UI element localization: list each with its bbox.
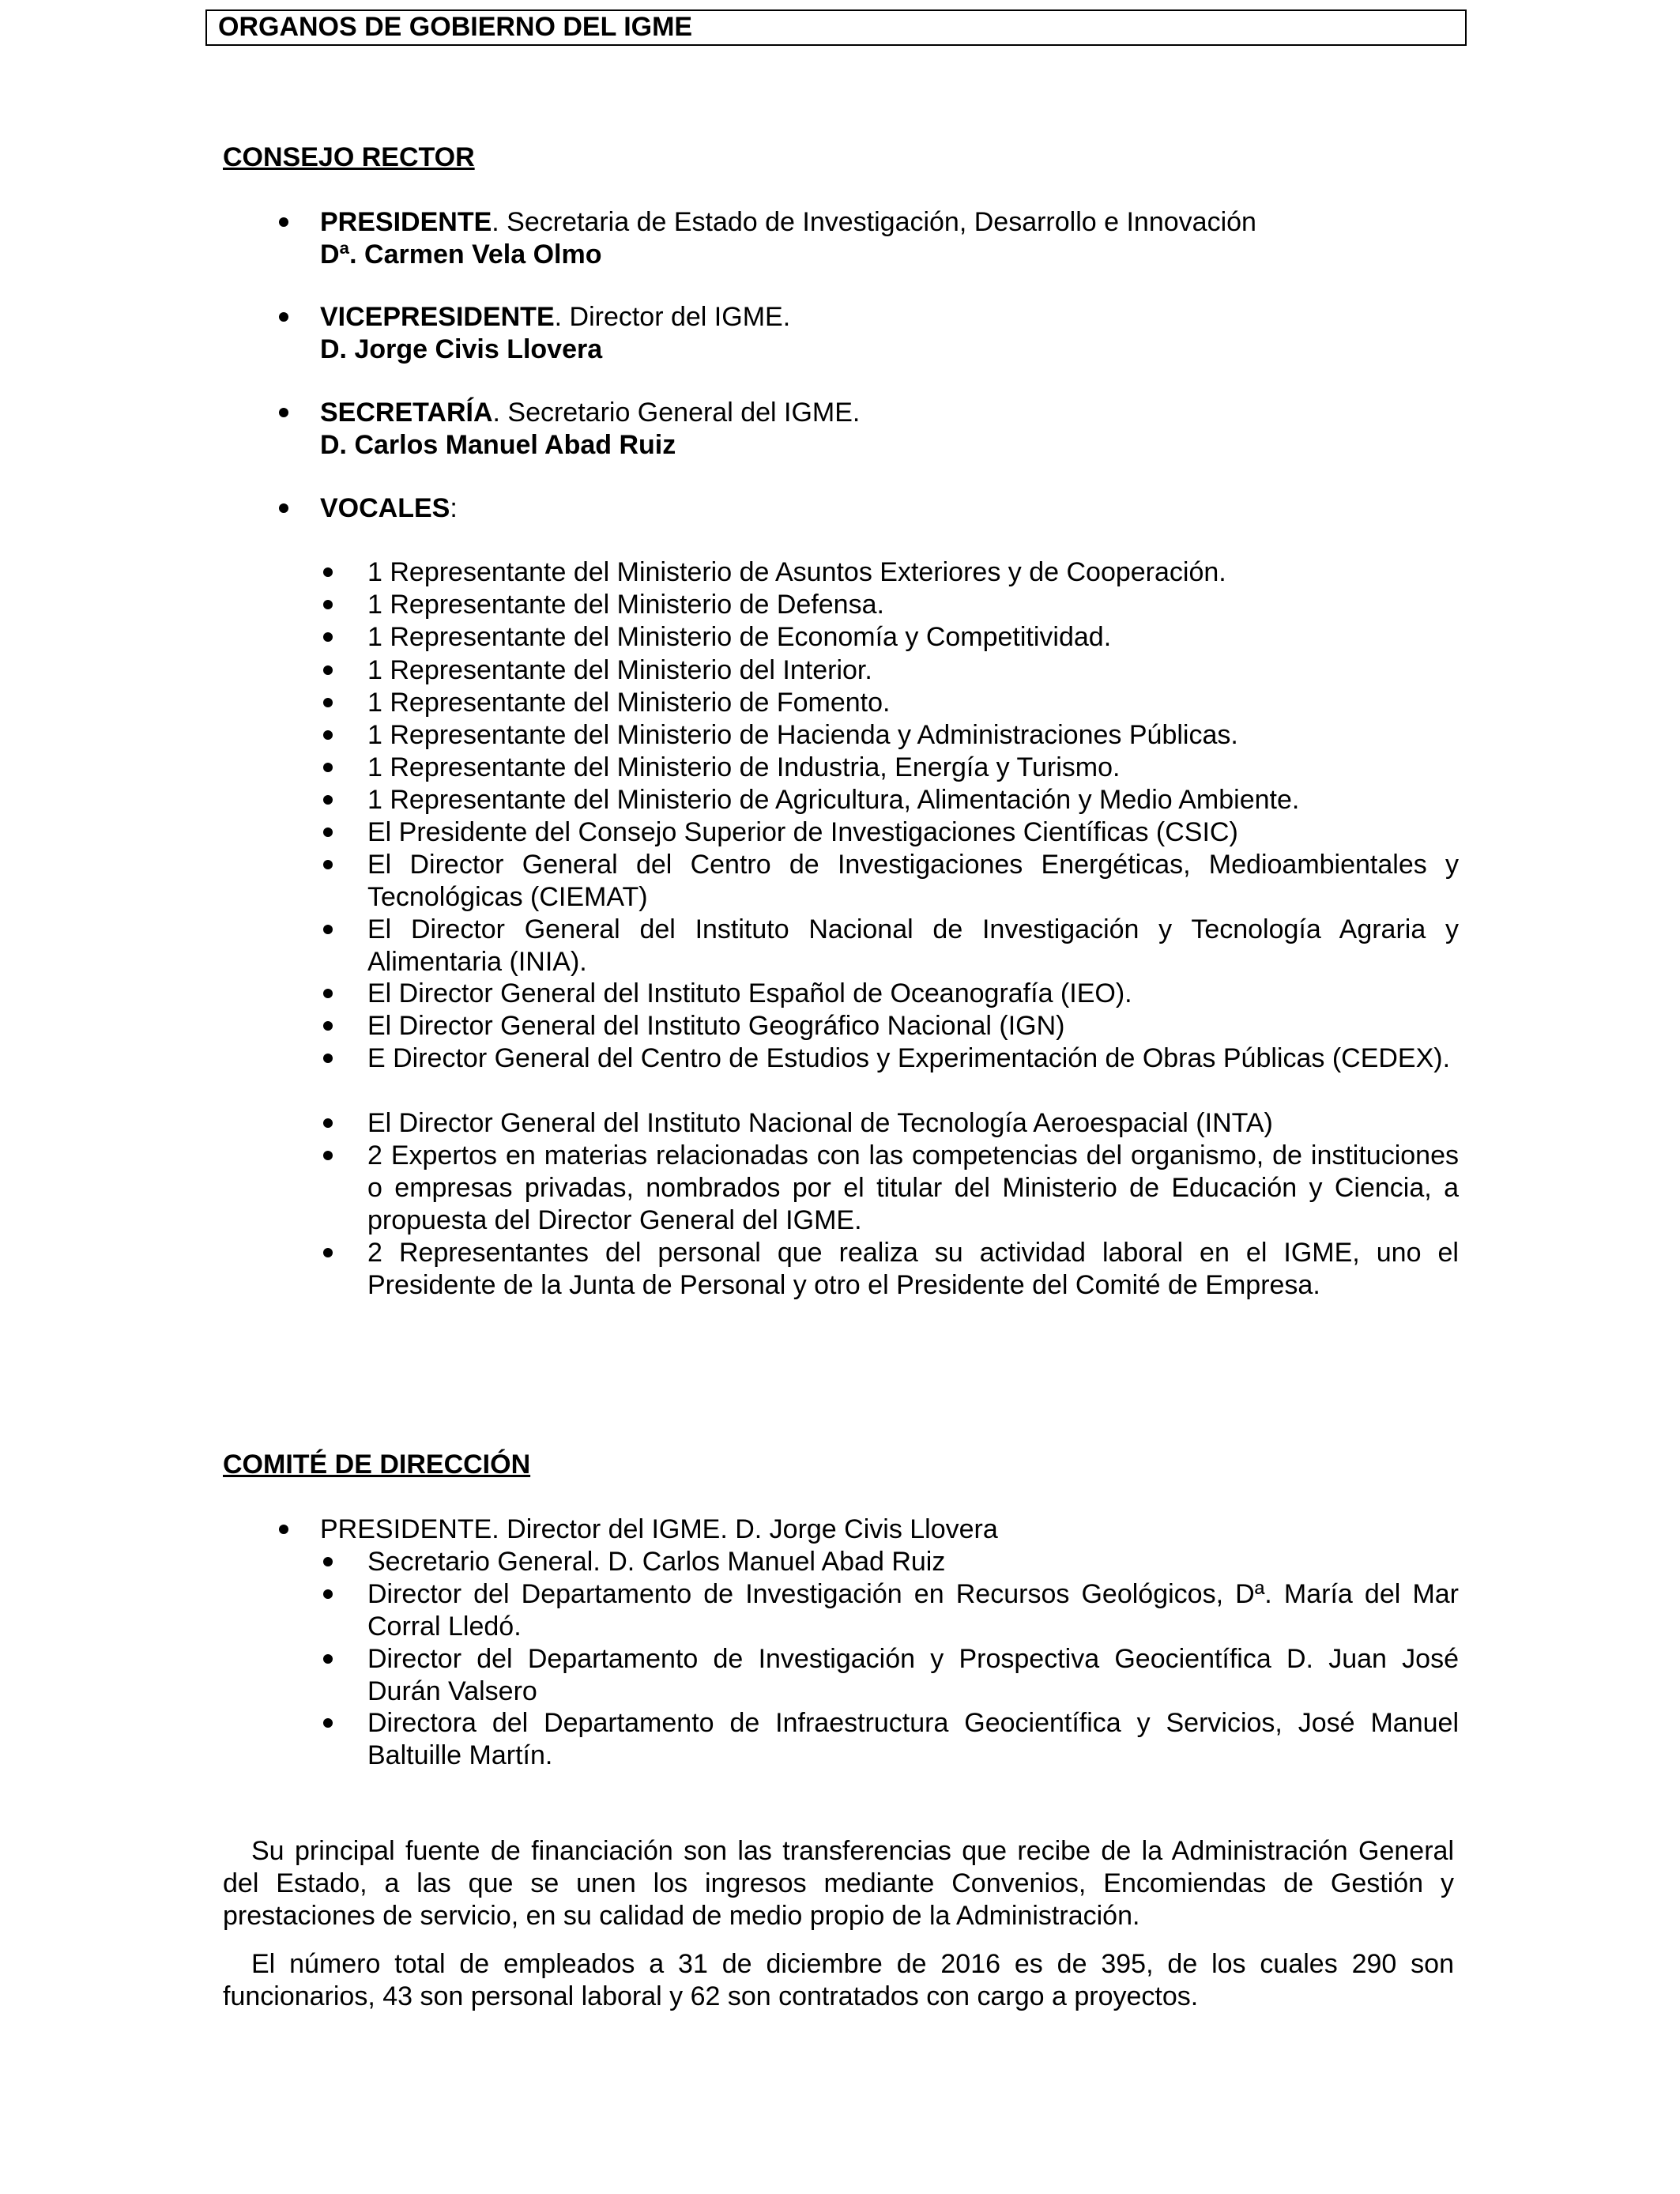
vocal-text: El Director General del Instituto Geográfico Nacional (IGN) xyxy=(367,1011,1065,1041)
document-header xyxy=(205,9,1467,46)
role-description: . Secretaria de Estado de Investigación, Desarrollo e Innovación xyxy=(492,207,1256,237)
role-description: . Director del IGME. xyxy=(554,302,791,332)
comite-member-text: Secretario General. D. Carlos Manuel Abad Ruiz xyxy=(367,1547,946,1577)
role-name: D. Carlos Manuel Abad Ruiz xyxy=(320,430,676,460)
role-label: PRESIDENTE xyxy=(320,207,492,237)
role-label: VICEPRESIDENTE xyxy=(320,302,555,332)
bullet-icon xyxy=(323,600,333,609)
vocal-text: 1 Representante del Ministerio de Fomento. xyxy=(367,688,891,718)
bullet-icon xyxy=(323,795,333,805)
bullet-icon xyxy=(279,408,288,417)
role-description: . Secretario General del IGME. xyxy=(492,398,861,428)
bullet-icon xyxy=(323,1557,333,1566)
document-title: ORGANOS DE GOBIERNO DEL IGME xyxy=(218,12,693,42)
vocal-text: 2 Representantes del personal que realiza su actividad laboral en el IGME, uno el Presidente de la Junta de Personal y otro el Presidente del Comité de Empresa. xyxy=(367,1238,1459,1300)
bullet-icon xyxy=(323,1248,333,1257)
comite-president-text: PRESIDENTE. Director del IGME. D. Jorge Civis Llovera xyxy=(320,1514,998,1544)
bullet-icon xyxy=(323,827,333,837)
bullet-icon xyxy=(323,1021,333,1031)
bullet-icon xyxy=(279,217,288,227)
vocales-colon: : xyxy=(450,493,458,523)
role-label: SECRETARÍA xyxy=(320,398,493,428)
bullet-icon xyxy=(323,567,333,577)
employees-paragraph: El número total de empleados a 31 de diciembre de 2016 es de 395, de los cuales 290 son funcionarios, 43 son personal laboral y 62 son contratados con cargo a proyectos. xyxy=(223,1949,1454,2011)
comite-direccion-title: COMITÉ DE DIRECCIÓN xyxy=(223,1449,531,1480)
bullet-icon xyxy=(323,632,333,642)
bullet-icon xyxy=(323,860,333,869)
role-name: D. Jorge Civis Llovera xyxy=(320,334,603,364)
bullet-icon xyxy=(323,763,333,772)
vocal-text: E Director General del Centro de Estudios y Experimentación de Obras Públicas (CEDEX). xyxy=(367,1043,1451,1073)
vocal-text: 1 Representante del Ministerio de Industria, Energía y Turismo. xyxy=(367,752,1121,782)
bullet-icon xyxy=(323,1054,333,1063)
bullet-icon xyxy=(323,1151,333,1160)
financing-paragraph: Su principal fuente de financiación son las transferencias que recibe de la Administración General del Estado, a las que se unen los ingresos mediante Convenios, Encomiendas de Gestión y prestaciones de servicio, en su calidad de medio propio de la Administración. xyxy=(223,1836,1454,1931)
vocales-label: VOCALES xyxy=(320,493,450,523)
vocal-text: El Presidente del Consejo Superior de Investigaciones Científicas (CSIC) xyxy=(367,817,1238,847)
vocal-text: El Director General del Instituto Nacional de Tecnología Aeroespacial (INTA) xyxy=(367,1108,1273,1138)
bullet-icon xyxy=(323,698,333,707)
comite-member-text: Director del Departamento de Investigación y Prospectiva Geocientífica D. Juan José Durán Valsero xyxy=(367,1644,1459,1706)
bullet-icon xyxy=(323,1589,333,1599)
bullet-icon xyxy=(279,503,288,513)
comite-member-text: Director del Departamento de Investigación en Recursos Geológicos, Dª. María del Mar Corral Lledó. xyxy=(367,1579,1459,1642)
vocal-text: 1 Representante del Ministerio de Economía y Competitividad. xyxy=(367,622,1112,652)
vocal-text: El Director General del Centro de Investigaciones Energéticas, Medioambientales y Tecnológicas (CIEMAT) xyxy=(367,850,1459,912)
consejo-rector-title: CONSEJO RECTOR xyxy=(223,142,475,172)
bullet-icon xyxy=(323,925,333,934)
bullet-icon xyxy=(323,1654,333,1664)
vocal-text: El Director General del Instituto Nacional de Investigación y Tecnología Agraria y Alimentaria (INIA). xyxy=(367,914,1459,977)
vocal-text: El Director General del Instituto Español de Oceanografía (IEO). xyxy=(367,978,1132,1008)
bullet-icon xyxy=(323,989,333,998)
vocal-text: 1 Representante del Ministerio de Hacienda y Administraciones Públicas. xyxy=(367,720,1238,750)
bullet-icon xyxy=(323,1118,333,1128)
vocal-text: 1 Representante del Ministerio de Asuntos Exteriores y de Cooperación. xyxy=(367,557,1226,587)
comite-member-text: Directora del Departamento de Infraestructura Geocientífica y Servicios, José Manuel Baltuille Martín. xyxy=(367,1708,1459,1770)
bullet-icon xyxy=(279,312,288,322)
bullet-icon xyxy=(323,665,333,675)
vocal-text: 1 Representante del Ministerio de Agricultura, Alimentación y Medio Ambiente. xyxy=(367,785,1300,815)
bullet-icon xyxy=(323,1718,333,1728)
bullet-icon xyxy=(279,1525,288,1534)
vocal-text: 2 Expertos en materias relacionadas con las competencias del organismo, de instituciones o empresas privadas, nombrados por el titular del Ministerio de Educación y Ciencia, a propuesta del Director General del IGME. xyxy=(367,1140,1459,1235)
vocal-text: 1 Representante del Ministerio del Interior. xyxy=(367,655,872,685)
bullet-icon xyxy=(323,730,333,740)
role-name: Dª. Carmen Vela Olmo xyxy=(320,239,602,270)
vocal-text: 1 Representante del Ministerio de Defensa. xyxy=(367,590,884,620)
